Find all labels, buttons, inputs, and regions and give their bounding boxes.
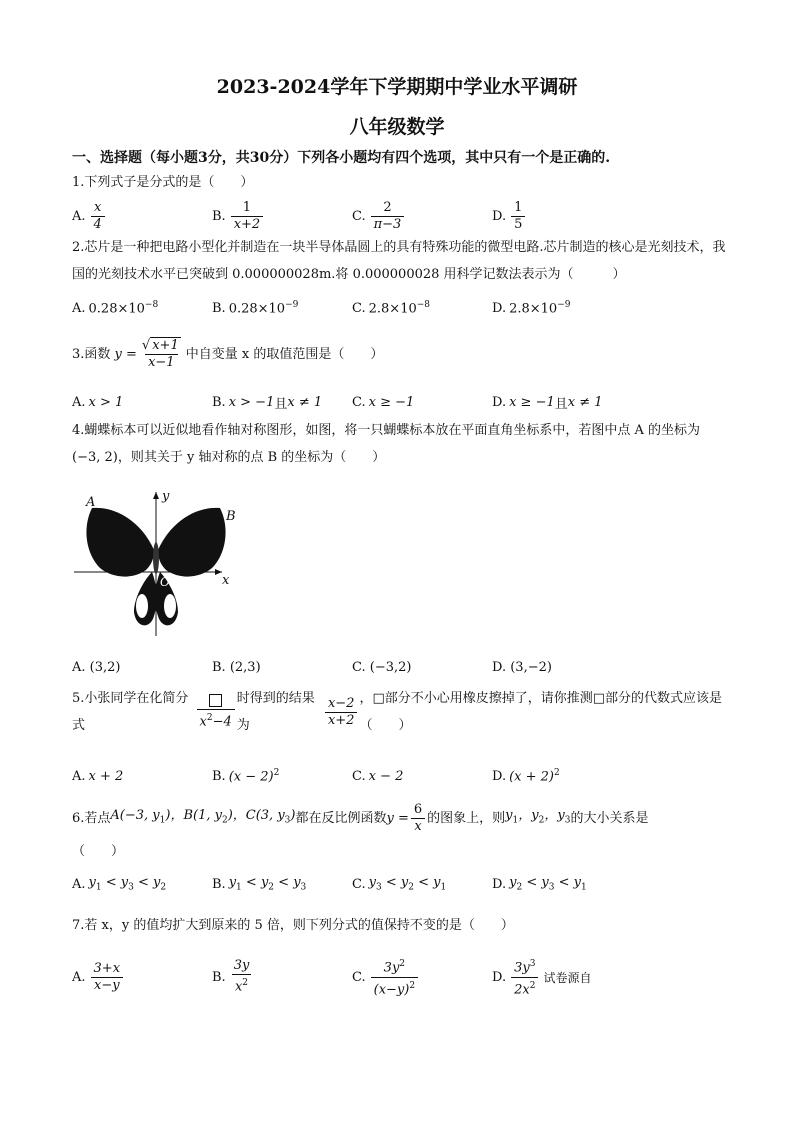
q7-option-a: A. $\frac{3+x}{x-y}$ bbox=[72, 953, 125, 1001]
question-1: 1.下列式子是分式的是（ ） bbox=[72, 175, 254, 190]
question-7: 7.若 x，y 的值均扩大到原来的 5 倍，则下列分式的值保持不变的是（ ） bbox=[72, 918, 514, 933]
q6-option-b: B. $y_1 < y_2 < y_3$ bbox=[212, 875, 307, 893]
q6-option-a: A. $y_1 < y_3 < y_2$ bbox=[72, 875, 167, 893]
q1-option-b: B. $\frac{1}{x+2}$ bbox=[212, 196, 265, 236]
exam-title: 2023-2024学年下学期期中学业水平调研 bbox=[216, 76, 578, 98]
q1-option-c: C. $\frac{2}{\pi-3}$ bbox=[352, 196, 406, 236]
question-4: 4.蝴蝶标本可以近似地看作轴对称图形，如图，将一只蝴蝶标本放在平面直角坐标系中，若图中点 A 的坐标为 (−3, 2)，则其关于 y 轴对称的点 B 的坐标为（ ） bbox=[72, 423, 701, 465]
question-3: 3.函数 y = $\frac{√ x+1}{x-1}$ 中自变量 x 的取值范围是（ ） bbox=[72, 338, 384, 370]
question-6-line2: （ ） bbox=[72, 844, 125, 859]
source-note: 试卷源自 bbox=[543, 970, 592, 985]
q2-option-d: D. $2.8\times 10^{-9}$ bbox=[492, 299, 571, 317]
question-7-options bbox=[72, 953, 752, 1001]
point-a-label: A bbox=[86, 495, 96, 510]
q4-option-c: C. (−3,2) bbox=[352, 659, 412, 675]
exam-subtitle: 八年级数学 bbox=[349, 116, 445, 138]
section-heading: 一、选择题（每小题3分，共30分）下列各小题均有四个选项，其中只有一个是正确的. bbox=[72, 150, 611, 166]
q5-stem-tail: ，□部分不小心用橡皮擦掉了，请你推测□部分的代数式应该是（ ） bbox=[359, 691, 723, 733]
q4-option-a: A. (3,2) bbox=[72, 659, 121, 675]
q1-option-a: A. $\frac{x}{4}$ bbox=[72, 196, 107, 236]
question-6-options bbox=[72, 864, 752, 904]
q5-option-c: C. x − 2 bbox=[352, 768, 404, 784]
y-axis-label: y bbox=[162, 489, 170, 504]
q2-option-a: A. $0.28\times 10^{-8}$ bbox=[72, 299, 159, 317]
question-2: 2.芯片是一种把电路小型化并制造在一块半导体晶圆上的具有特殊功能的微型电路.芯片制造的核心是光刻技术，我国的光刻技术水平已突破到 0.000000028m.将 0.000000028 用科学记数法表示为（ ） bbox=[72, 240, 726, 282]
q4-option-b: B. (2,3) bbox=[212, 659, 261, 675]
question-1-options bbox=[72, 196, 752, 236]
x-axis-label: x bbox=[222, 573, 230, 588]
butterfly-figure bbox=[72, 488, 247, 640]
question-5-options bbox=[72, 756, 752, 796]
question-5-line1: 5.小张同学在化简分式 $x^2-4$ 时得到的结果为 $\frac{x-2}{x+2}$ ，□部分不小心用橡皮擦掉了，请你推测□部分的代数式应该是（ ） bbox=[72, 692, 752, 732]
q5-option-d: D. $(x + 2)^2$ bbox=[492, 767, 560, 785]
q7-option-b: B. $\frac{3y}{x^2}$ bbox=[212, 958, 250, 995]
q1-option-d: D. $\frac{1}{5}$ bbox=[492, 196, 527, 236]
q7-option-d: D. $\frac{3y^3}{2x^2}$ 试卷源自 bbox=[492, 959, 592, 997]
q2-option-c: C. $2.8\times 10^{-8}$ bbox=[352, 299, 431, 317]
butterfly-left-wing bbox=[86, 508, 154, 577]
q4-option-d: D. (3,−2) bbox=[492, 659, 552, 675]
q5-option-a: A. x + 2 bbox=[72, 768, 124, 784]
question-4-options bbox=[72, 647, 752, 687]
q3-option-b: B. x > −1 且 x ≠ 1 bbox=[212, 394, 323, 412]
q6-option-d: D. $y_2 < y_3 < y_1$ bbox=[492, 875, 587, 893]
q3-option-a: A. x > 1 bbox=[72, 394, 124, 410]
q6-option-c: C. $y_3 < y_2 < y_1$ bbox=[352, 875, 447, 893]
q7-option-c: C. $\frac{3y^2}{(x-y)^2}$ bbox=[352, 953, 420, 1001]
origin-label: O bbox=[160, 575, 170, 589]
q2-option-b: B. $0.28\times 10^{-9}$ bbox=[212, 299, 299, 317]
q5-option-b: B. $(x - 2)^2$ bbox=[212, 767, 280, 785]
q3-option-c: C. x ≥ −1 bbox=[352, 394, 415, 410]
q3-option-d: D. x ≥ −1 且 x ≠ 1 bbox=[492, 394, 603, 412]
butterfly-right-wing bbox=[158, 508, 226, 577]
question-2-options bbox=[72, 288, 752, 328]
point-b-label: B bbox=[226, 509, 236, 524]
question-3-options bbox=[72, 382, 752, 422]
question-6-line1: 6.若点 A(−3, $y_1$)，B(1, $y_2$)，C(3, $y_3$) 都在反比例函数 y = $\frac{6}{x}$ 的图象上，则 $y_1$，$y_2$，$y_3$ 的大小关系是 bbox=[72, 801, 649, 834]
